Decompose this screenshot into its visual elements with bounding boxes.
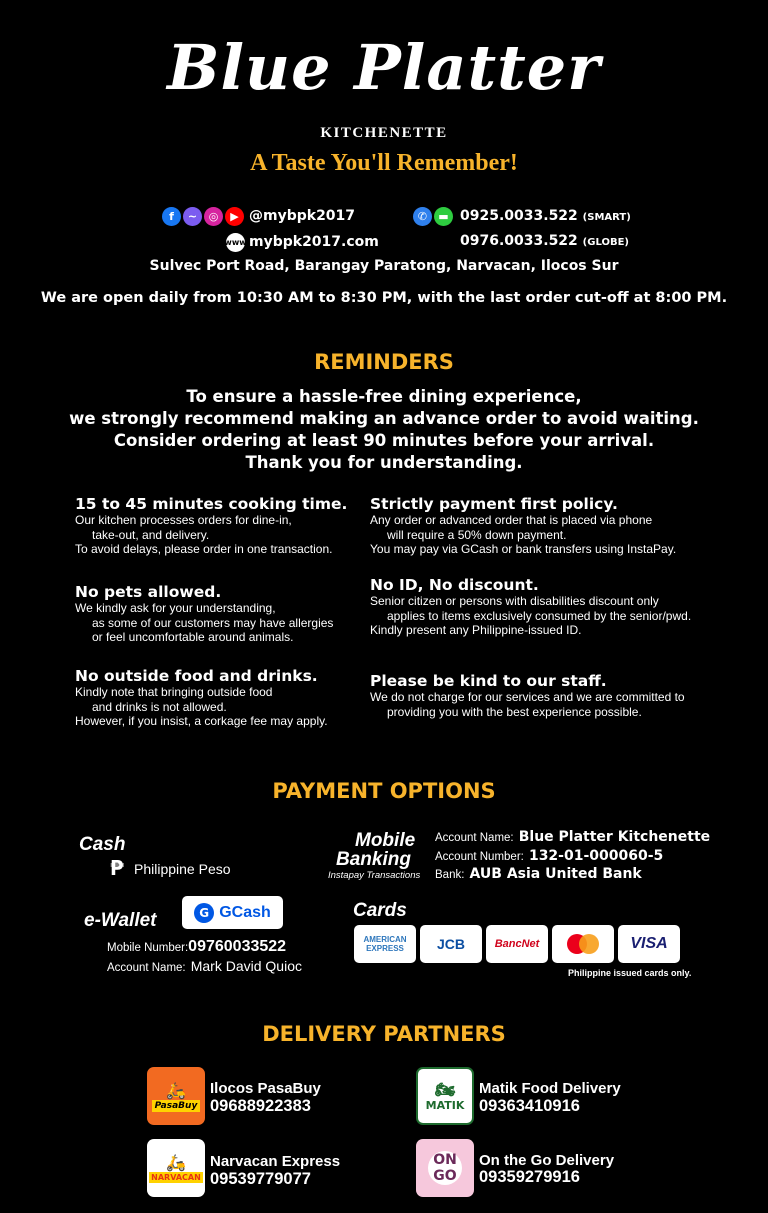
- policy-line: or feel uncomfortable around animals.: [92, 630, 294, 644]
- bank-account-number: [435, 845, 663, 864]
- partner-phone[interactable]: 09688922383: [210, 1097, 311, 1115]
- amex-card: [354, 925, 416, 963]
- logo-text: MATIK: [425, 1099, 465, 1112]
- value: Mark David Quioc: [190, 958, 302, 974]
- cash-currency: Philippine Peso: [134, 861, 231, 877]
- partner-phone[interactable]: 09363410916: [479, 1097, 580, 1115]
- policy-title: No pets allowed.: [75, 583, 222, 601]
- logo-text: NARVACAN: [151, 1173, 201, 1182]
- narvacan-express-logo: [147, 1139, 205, 1197]
- ewallet-label: e-Wallet: [84, 910, 157, 931]
- policy-line: and drinks is not allowed.: [92, 699, 227, 714]
- brand-logo: Blue Platter: [167, 31, 601, 104]
- instapay-label: Instapay Transactions: [328, 870, 421, 881]
- phone-globe[interactable]: [460, 233, 629, 249]
- cards-label: Cards: [353, 900, 407, 921]
- policy-title: Please be kind to our staff.: [370, 672, 607, 690]
- matik-logo: [416, 1067, 474, 1125]
- policy-title: No outside food and drinks.: [75, 667, 318, 685]
- www-icon: www: [226, 233, 245, 252]
- policy-line: You may pay via GCash or bank transfers using InstaPay.: [370, 542, 677, 556]
- card-label: AMERICAN EXPRESS: [363, 935, 407, 953]
- policy-title: 15 to 45 minutes cooking time.: [75, 495, 348, 513]
- reminder-line: Thank you for understanding.: [245, 453, 523, 472]
- policy-no-outside-food: [75, 667, 375, 729]
- on-the-go-logo: [416, 1139, 474, 1197]
- gcash-mobile-number: [107, 936, 286, 956]
- phone-smart[interactable]: [460, 208, 631, 224]
- value: 09760033522: [188, 938, 287, 955]
- reminder-line: Consider ordering at least 90 minutes before your arrival.: [113, 431, 655, 450]
- phone2-number: 0976.0033.522: [460, 233, 578, 249]
- mobile-banking-label2: Banking: [336, 849, 411, 870]
- policy-line: We kindly ask for your understanding,: [75, 601, 276, 615]
- policy-line: Senior citizen or persons with disabilities discount only: [370, 594, 659, 608]
- tagline: A Taste You'll Remember!: [250, 150, 518, 176]
- gcash-account-name: [107, 956, 302, 975]
- messenger-icon: ~: [183, 207, 202, 226]
- value: 132-01-000060-5: [528, 848, 664, 864]
- visa-card: [618, 925, 680, 963]
- partner-name: Ilocos PasaBuy: [210, 1080, 321, 1097]
- cash-label: Cash: [79, 834, 126, 855]
- card-label: VISA: [630, 935, 668, 952]
- phone2-carrier: (GLOBE): [582, 237, 629, 248]
- social-handle[interactable]: @mybpk2017: [249, 208, 356, 224]
- bank-account-name: [435, 826, 710, 845]
- youtube-icon: ▶: [225, 207, 244, 226]
- peso-icon: ₱: [110, 856, 124, 880]
- scooter-icon: 🛵: [166, 1080, 186, 1100]
- policy-payment-first: [370, 495, 750, 557]
- policy-line: Kindly note that bringing outside food: [75, 685, 273, 699]
- address: Sulvec Port Road, Barangay Paratong, Narvacan, Ilocos Sur: [149, 258, 619, 274]
- facebook-icon: f: [162, 207, 181, 226]
- mastercard-icon: [567, 934, 599, 954]
- opening-hours: We are open daily from 10:30 AM to 8:30 PM, with the last order cut-off at 8:00 PM.: [40, 290, 728, 306]
- label: Account Number:: [435, 851, 524, 863]
- mastercard-card: [552, 925, 614, 963]
- policy-line: Any order or advanced order that is placed via phone: [370, 513, 653, 527]
- card-label: BancNet: [494, 938, 540, 950]
- payment-heading: PAYMENT OPTIONS: [272, 779, 496, 803]
- label: Bank:: [435, 869, 465, 881]
- policy-line: We do not charge for our services and we are committed to: [370, 690, 685, 704]
- reminders-heading: REMINDERS: [314, 350, 454, 374]
- phone1-carrier: (SMART): [582, 212, 631, 223]
- brand-subtitle: KITCHENETTE: [320, 125, 448, 141]
- policy-line: applies to items exclusively consumed by the senior/pwd.: [387, 608, 692, 623]
- partner-phone[interactable]: 09539779077: [210, 1170, 311, 1188]
- policy-title: No ID, No discount.: [370, 576, 539, 594]
- card-label: JCB: [436, 936, 465, 952]
- delivery-icon: 🛵: [166, 1153, 186, 1172]
- logo-text: ON GO: [428, 1151, 462, 1185]
- value: AUB Asia United Bank: [469, 866, 642, 882]
- bancnet-card: [486, 925, 548, 963]
- reminder-line: To ensure a hassle-free dining experience,: [186, 387, 582, 406]
- sms-icon: ▬: [434, 207, 453, 226]
- phone1-number: 0925.0033.522: [460, 208, 578, 224]
- gcash-logo: [182, 896, 283, 929]
- phone-icons: [413, 207, 453, 226]
- label: Account Name:: [435, 832, 514, 844]
- social-icons: [162, 207, 244, 226]
- jcb-card: [420, 925, 482, 963]
- policy-line: Our kitchen processes orders for dine-in,: [75, 513, 292, 527]
- rider-icon: 🏍: [434, 1080, 456, 1099]
- policy-line: as some of our customers may have allergies: [92, 615, 334, 630]
- policy-line: will require a 50% down payment.: [387, 527, 567, 542]
- value: Blue Platter Kitchenette: [518, 829, 711, 845]
- label: Mobile Number:: [107, 942, 189, 954]
- partner-name: Narvacan Express: [210, 1153, 341, 1170]
- policy-no-pets: [75, 583, 375, 645]
- policy-line: To avoid delays, please order in one transaction.: [75, 542, 333, 556]
- policy-line: However, if you insist, a corkage fee may apply.: [75, 714, 328, 728]
- instagram-icon: ◎: [204, 207, 223, 226]
- delivery-heading: DELIVERY PARTNERS: [262, 1022, 506, 1046]
- policy-be-kind: [370, 672, 750, 719]
- partner-name: On the Go Delivery: [479, 1152, 615, 1169]
- policy-line: Kindly present any Philippine-issued ID.: [370, 623, 582, 637]
- logo-text: PasaBuy: [152, 1100, 201, 1112]
- reminder-line: we strongly recommend making an advance order to avoid waiting.: [69, 409, 699, 428]
- policy-line: providing you with the best experience possible.: [387, 704, 642, 719]
- policy-cooking-time: [75, 495, 375, 557]
- gcash-icon: G: [194, 903, 214, 923]
- gcash-text: GCash: [219, 903, 271, 921]
- mobile-banking-label1: Mobile: [355, 830, 416, 851]
- bank-name: [435, 863, 642, 882]
- policy-no-id: [370, 576, 750, 638]
- policy-line: take-out, and delivery.: [92, 527, 210, 542]
- website-link[interactable]: mybpk2017.com: [249, 234, 379, 250]
- reminders-text: [0, 386, 768, 474]
- policy-title: Strictly payment first policy.: [370, 495, 618, 513]
- phone-icon: ✆: [413, 207, 432, 226]
- cards-note: Philippine issued cards only.: [568, 968, 692, 978]
- label: Account Name:: [107, 962, 186, 974]
- partner-phone[interactable]: 09359279916: [479, 1168, 580, 1186]
- partner-name: Matik Food Delivery: [479, 1080, 621, 1097]
- pasabuy-logo: [147, 1067, 205, 1125]
